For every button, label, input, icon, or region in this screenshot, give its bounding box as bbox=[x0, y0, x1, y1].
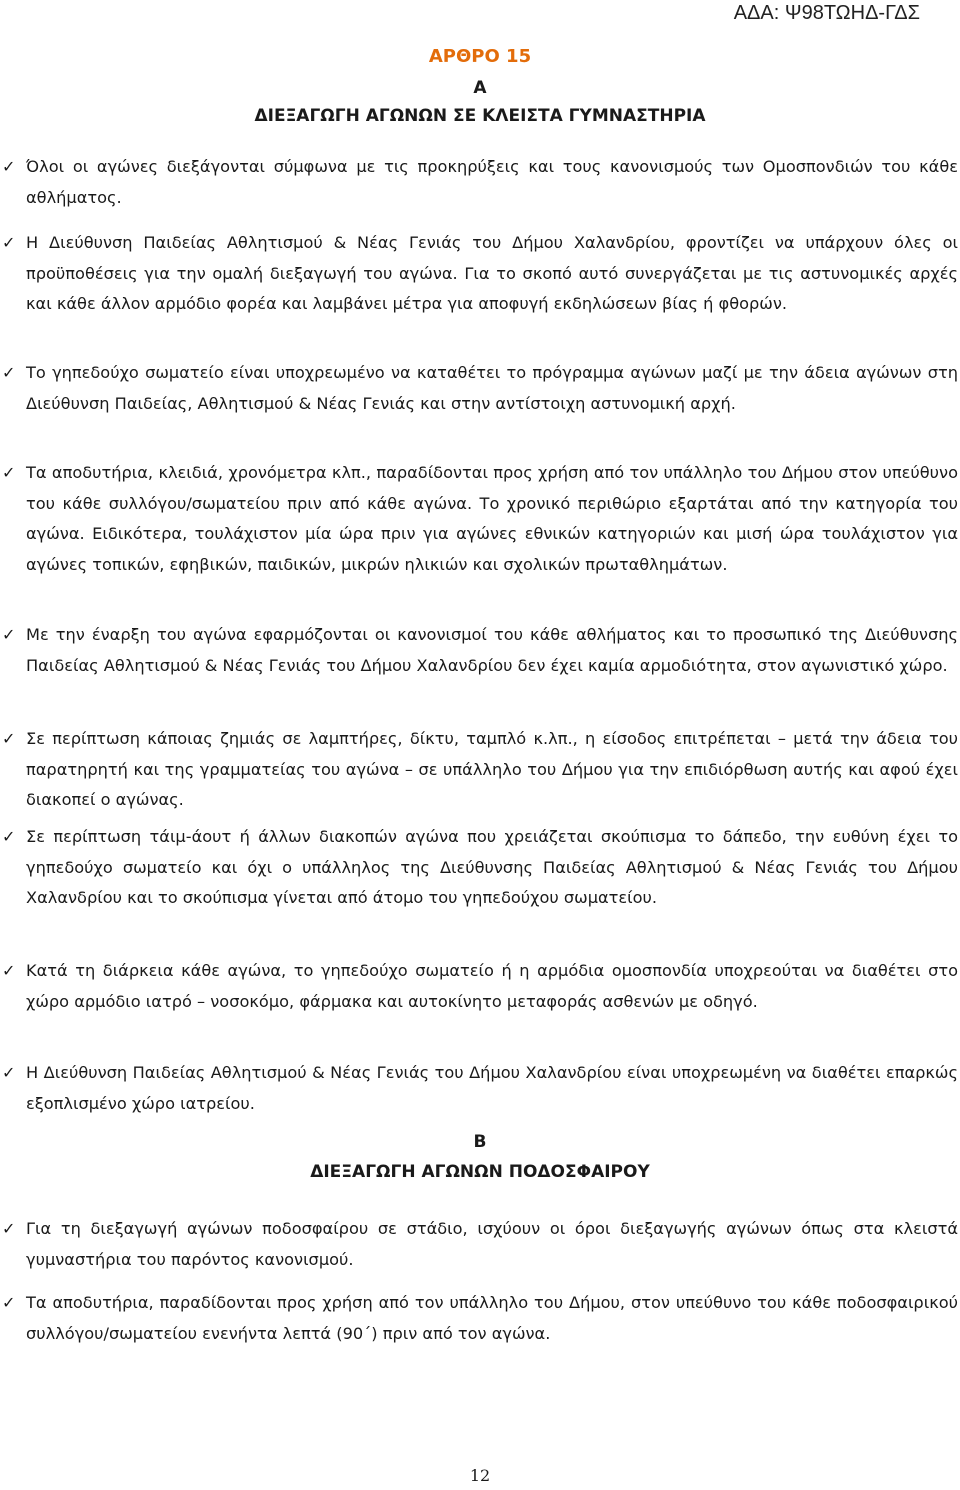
section-b-heading: ΔΙΕΞΑΓΩΓΗ ΑΓΩΝΩΝ ΠΟΔΟΣΦΑΙΡΟΥ bbox=[310, 1162, 650, 1182]
bullet-text: Για τη διεξαγωγή αγώνων ποδοσφαίρου σε στάδιο, ισχύουν οι όροι διεξαγωγής αγώνων όπως στα κλειστά γυμναστήρια του παρόντος κανονισμού. bbox=[26, 1219, 958, 1269]
bullet-text: Τα αποδυτήρια, κλειδιά, χρονόμετρα κλπ., παραδίδονται προς χρήση από τον υπάλληλο του Δήμου στον υπεύθυνο του κάθε συλλόγου/σωματείου πριν από κάθε αγώνα. Το χρονικό περιθώριο εξαρτάται από την κατηγορία του αγώνα. Ειδικότερα, τουλάχιστον μία ώρα πριν για αγώνες εθνικών κατηγοριών και μισή ώρα τουλάχιστον για αγώνες τοπικών, εφηβικών, παιδικών, μικρών ηλικιών και σχολικών πρωταθλημάτων. bbox=[26, 463, 958, 574]
checkmark-icon: ✓ bbox=[2, 625, 16, 644]
section-a-heading: ΔΙΕΞΑΓΩΓΗ ΑΓΩΝΩΝ ΣΕ ΚΛΕΙΣΤΑ ΓΥΜΝΑΣΤΗΡΙΑ bbox=[254, 106, 706, 126]
ada-code: ΑΔΑ: Ψ98ΤΩΗΔ-ΓΔΣ bbox=[733, 2, 920, 24]
bullet-text: Με την έναρξη του αγώνα εφαρμόζονται οι κανονισμοί του κάθε αθλήματος και το προσωπικό της Διεύθυνσης Παιδείας Αθλητισμού & Νέας Γενιάς του Δήμου Χαλανδρίου δεν έχει καμία αρμοδιότητα, στον αγωνιστικό χώρο. bbox=[26, 625, 958, 675]
bullet-text: Τα αποδυτήρια, παραδίδονται προς χρήση από τον υπάλληλο του Δήμου, στον υπεύθυνο του κάθε ποδοσφαιρικού συλλόγου/σωματείου ενενήντα λεπτά (90΄) πριν από τον αγώνα. bbox=[26, 1293, 958, 1343]
checkmark-icon: ✓ bbox=[2, 961, 16, 980]
checkmark-icon: ✓ bbox=[2, 463, 16, 482]
section-a-letter: Α bbox=[473, 78, 487, 98]
bullet-text: Σε περίπτωση τάιμ-άουτ ή άλλων διακοπών αγώνα που χρειάζεται σκούπισμα το δάπεδο, την ευθύνη έχει το γηπεδούχο σωματείο και όχι ο υπάλληλος της Διεύθυνσης Παιδείας Αθλητισμού & Νέας Γενιάς του Δήμου Χαλανδρίου και το σκούπισμα γίνεται από άτομο του γηπεδούχου σωματείου. bbox=[26, 827, 958, 907]
bullet-text: Κατά τη διάρκεια κάθε αγώνα, το γηπεδούχο σωματείο ή η αρμόδια ομοσπονδία υποχρεούται να διαθέτει στο χώρο αρμόδιο ιατρό – νοσοκόμο, φάρμακα και αυτοκίνητο μεταφοράς ασθενών με οδηγό. bbox=[26, 961, 958, 1011]
checkmark-icon: ✓ bbox=[2, 1219, 16, 1238]
bullet-text: Η Διεύθυνση Παιδείας Αθλητισμού & Νέας Γενιάς του Δήμου Χαλανδρίου, φροντίζει να υπάρχουν όλες οι προϋποθέσεις για την ομαλή διεξαγωγή του αγώνα. Για το σκοπό αυτό συνεργάζεται με τις αστυνομικές αρχές και κάθε άλλον αρμόδιο φορέα και λαμβάνει μέτρα για αποφυγή εκδηλώσεων βίας ή φθορών. bbox=[26, 233, 958, 313]
checkmark-icon: ✓ bbox=[2, 363, 16, 382]
article-title: ΑΡΘΡΟ 15 bbox=[428, 46, 532, 67]
checkmark-icon: ✓ bbox=[2, 157, 16, 176]
checkmark-icon: ✓ bbox=[2, 1063, 16, 1082]
bullet-text: Το γηπεδούχο σωματείο είναι υποχρεωμένο να καταθέτει το πρόγραμμα αγώνων μαζί με την άδεια αγώνων στη Διεύθυνση Παιδείας, Αθλητισμού & Νέας Γενιάς και στην αντίστοιχη αστυνομική αρχή. bbox=[26, 363, 958, 413]
checkmark-icon: ✓ bbox=[2, 1293, 16, 1312]
bullet-text: Η Διεύθυνση Παιδείας Αθλητισμού & Νέας Γενιάς του Δήμου Χαλανδρίου είναι υποχρεωμένη να διαθέτει επαρκώς εξοπλισμένο χώρο ιατρείου. bbox=[26, 1063, 958, 1113]
checkmark-icon: ✓ bbox=[2, 827, 16, 846]
bullet-text: Σε περίπτωση κάποιας ζημιάς σε λαμπτήρες, δίκτυ, ταμπλό κ.λπ., η είσοδος επιτρέπεται – μετά την άδεια του παρατηρητή και της γραμματείας του αγώνα – σε υπάλληλο του Δήμου για την επιδιόρθωση αυτής και αφού έχει διακοπεί ο αγώνας. bbox=[26, 729, 958, 809]
section-b-letter: Β bbox=[473, 1132, 487, 1152]
bullet-text: Όλοι οι αγώνες διεξάγονται σύμφωνα με τις προκηρύξεις και τους κανονισμούς των Ομοσπονδιών του κάθε αθλήματος. bbox=[26, 157, 958, 207]
page-number: 12 bbox=[469, 1466, 491, 1485]
checkmark-icon: ✓ bbox=[2, 233, 16, 252]
checkmark-icon: ✓ bbox=[2, 729, 16, 748]
